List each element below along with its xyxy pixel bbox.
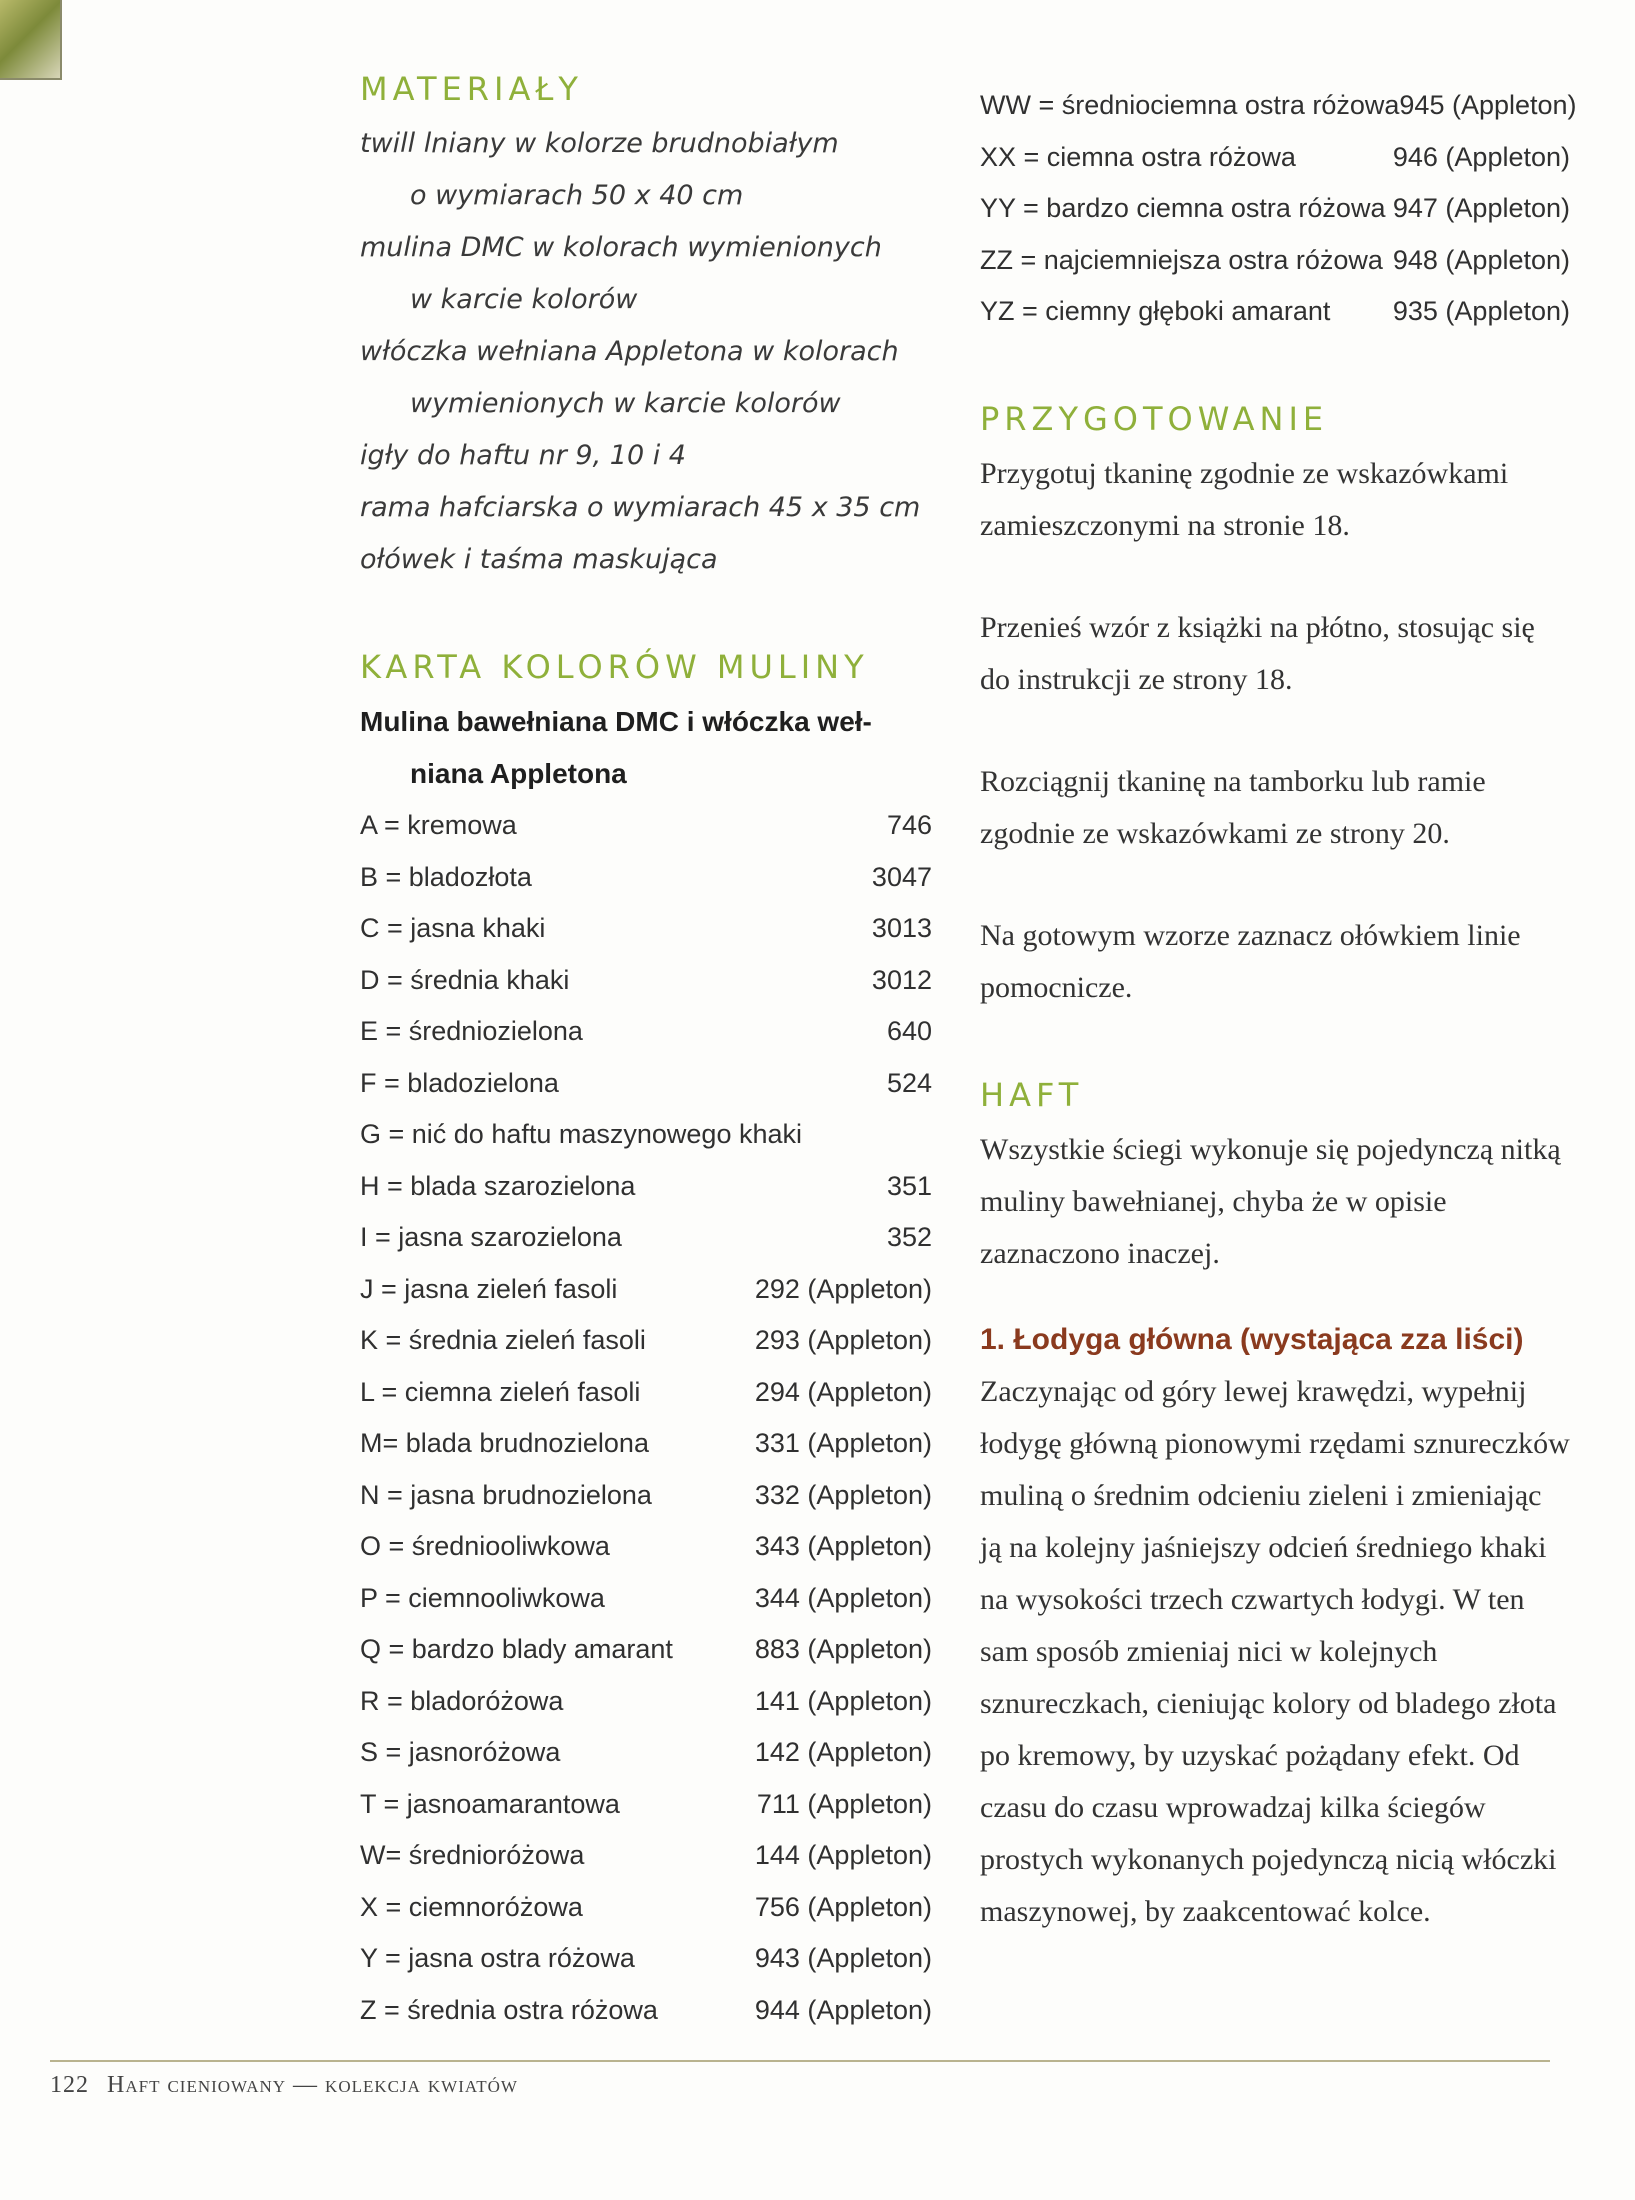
color-label: J = jasna zieleń fasoli	[360, 1273, 618, 1304]
color-card-list	[360, 800, 932, 2036]
color-code: 947 (Appleton)	[1392, 193, 1570, 223]
color-label: Y = jasna ostra różowa	[360, 1943, 635, 1973]
color-label: Q = bardzo blady amarant	[360, 1634, 673, 1664]
color-label: K = średnia zieleń fasoli	[360, 1325, 646, 1355]
color-row	[360, 800, 932, 852]
color-label: F = bladozielona	[360, 1067, 559, 1098]
materials-line: wymienionych w karcie kolorów	[410, 388, 841, 419]
color-code: 711 (Appleton)	[756, 1788, 932, 1819]
color-code: 141 (Appleton)	[754, 1685, 932, 1716]
color-label: R = bladoróżowa	[360, 1685, 564, 1716]
color-label: YZ = ciemny głęboki amarant	[980, 296, 1331, 326]
color-code: 524	[886, 1067, 932, 1098]
color-label: N = jasna brudnozielona	[360, 1479, 652, 1510]
running-title: Haft cieniowany — kolekcja kwiatów	[107, 2072, 518, 2098]
color-code: 344 (Appleton)	[754, 1582, 932, 1613]
color-label: T = jasnoamarantowa	[360, 1788, 620, 1819]
footer-divider	[50, 2060, 1550, 2062]
color-label: XX = ciemna ostra różowa	[980, 141, 1296, 172]
color-card-list-continued	[980, 80, 1577, 338]
color-code: 351	[886, 1170, 932, 1201]
color-code: 3013	[871, 913, 932, 943]
embroidery-title: HAFT	[980, 1075, 1084, 1114]
color-row	[980, 132, 1570, 184]
color-code: 332 (Appleton)	[754, 1479, 932, 1510]
color-row	[360, 1676, 932, 1728]
color-row	[360, 1830, 932, 1882]
materials-title: MATERIAŁY	[360, 70, 583, 108]
color-row	[980, 183, 1570, 235]
color-row	[980, 235, 1570, 287]
color-row	[360, 1264, 932, 1316]
color-label: C = jasna khaki	[360, 913, 546, 943]
embroidery-step-1	[980, 1314, 1570, 1938]
color-row	[360, 1573, 932, 1625]
color-row	[360, 1624, 932, 1676]
right-column	[980, 80, 1577, 1938]
color-code: 343 (Appleton)	[754, 1531, 932, 1561]
materials-line: igły do haftu nr 9, 10 i 4	[360, 440, 686, 471]
step-1-text: Zaczynając od góry lewej krawędzi, wypełnij łodygę główną pionowymi rzędami sznureczków muliną o średnim odcieniu zieleni i zmieniając ją na kolejny jaśniejszy odcień średniego khaki na wysokości trzech czwartych łodygi. W ten sam sposób zmieniaj nici w kolejnych sznureczkach, cieniując kolory od bladego złota po kremowy, by uzyskać pożądany efekt. Od czasu do czasu wprowadzaj kilka ściegów prostych wykonanych pojedynczą nicią włóczki maszynowej, by zaakcentować kolce.	[980, 1374, 1570, 1928]
color-row	[360, 1058, 932, 1110]
color-label: S = jasnoróżowa	[360, 1737, 561, 1767]
color-row	[360, 1727, 932, 1779]
preparation-paragraph: Rozciągnij tkaninę na tamborku lub ramie zgodnie ze wskazówkami ze strony 20.	[980, 764, 1486, 850]
color-row	[360, 1161, 932, 1213]
color-label: E = średniozielona	[360, 1016, 583, 1046]
color-label: I = jasna szarozielona	[360, 1222, 622, 1252]
color-card-title: KARTA KOLORÓW MULINY	[360, 648, 869, 686]
color-label: A = kremowa	[360, 810, 517, 840]
color-row	[980, 80, 1577, 132]
color-row	[360, 1470, 932, 1522]
color-label: O = średniooliwkowa	[360, 1531, 610, 1561]
color-row	[360, 1933, 932, 1985]
page-footer	[50, 2072, 518, 2099]
color-label: P = ciemnooliwkowa	[360, 1582, 605, 1613]
color-label: WW = średniociemna ostra różowa	[980, 90, 1400, 120]
color-label: W= średnioróżowa	[360, 1840, 585, 1870]
color-label: ZZ = najciemniejsza ostra różowa	[980, 244, 1383, 275]
color-row	[360, 1418, 932, 1470]
materials-line: ołówek i taśma maskująca	[360, 544, 718, 575]
color-code: 944 (Appleton)	[754, 1994, 932, 2025]
color-code: 935 (Appleton)	[1392, 296, 1570, 326]
color-code: 756 (Appleton)	[754, 1891, 932, 1922]
color-code: 948 (Appleton)	[1392, 244, 1570, 275]
color-code: 331 (Appleton)	[754, 1428, 932, 1458]
materials-line: o wymiarach 50 x 40 cm	[410, 180, 744, 211]
color-row	[360, 1212, 932, 1264]
preparation-title: PRZYGOTOWANIE	[980, 399, 1329, 438]
color-code: 3047	[871, 861, 932, 892]
color-row	[360, 1882, 932, 1934]
preparation-paragraph: Przygotuj tkaninę zgodnie ze wskazówkami zamieszczonymi na stronie 18.	[980, 456, 1509, 542]
step-1-heading: 1. Łodyga główna (wystająca zza liści)	[980, 1322, 1524, 1356]
materials-line: twill lniany w kolorze brudnobiałym	[360, 128, 839, 159]
color-card-subtitle: niana Appletona	[410, 758, 627, 789]
color-label: X = ciemnoróżowa	[360, 1891, 583, 1922]
materials-line: rama hafciarska o wymiarach 45 x 35 cm	[360, 492, 921, 523]
color-row	[360, 1006, 932, 1058]
materials-list	[360, 118, 932, 586]
page-number: 122	[50, 2072, 89, 2098]
color-code: 640	[886, 1016, 932, 1046]
color-row	[360, 1109, 932, 1161]
color-code: 746	[886, 810, 932, 840]
color-row	[360, 1521, 932, 1573]
color-row	[360, 903, 932, 955]
color-code: 3012	[871, 964, 932, 995]
left-column	[360, 70, 932, 2036]
materials-line: w karcie kolorów	[410, 284, 638, 315]
color-row	[980, 286, 1570, 338]
color-code: 943 (Appleton)	[754, 1943, 932, 1973]
color-label: YY = bardzo ciemna ostra różowa	[980, 193, 1386, 223]
color-label: B = bladozłota	[360, 861, 532, 892]
color-row	[360, 852, 932, 904]
color-code: 144 (Appleton)	[754, 1840, 932, 1870]
embroidery-intro: Wszystkie ściegi wykonuje się pojedynczą nitką muliny bawełnianej, chyba że w opisie zaznaczono inaczej.	[980, 1132, 1561, 1270]
color-code: 293 (Appleton)	[754, 1325, 932, 1355]
color-row	[360, 1367, 932, 1419]
preparation-paragraph: Na gotowym wzorze zaznacz ołówkiem linie pomocnicze.	[980, 918, 1521, 1004]
color-card-subtitle: Mulina bawełniana DMC i włóczka weł-	[360, 706, 872, 737]
color-row	[360, 1985, 932, 2037]
color-label: G = nić do haftu maszynowego khaki	[360, 1119, 802, 1149]
color-code: 292 (Appleton)	[754, 1273, 932, 1304]
corner-photo-thumbnail	[0, 0, 62, 80]
color-row	[360, 1779, 932, 1831]
color-label: M= blada brudnozielona	[360, 1428, 649, 1458]
color-code: 945 (Appleton)	[1399, 90, 1577, 120]
color-row	[360, 1315, 932, 1367]
color-code: 883 (Appleton)	[754, 1634, 932, 1664]
color-row	[360, 955, 932, 1007]
materials-line: mulina DMC w kolorach wymienionych	[360, 232, 882, 263]
color-label: H = blada szarozielona	[360, 1170, 636, 1201]
preparation-paragraph: Przenieś wzór z książki na płótno, stosując się do instrukcji ze strony 18.	[980, 610, 1535, 696]
color-code: 352	[886, 1222, 932, 1252]
materials-line: włóczka wełniana Appletona w kolorach	[360, 336, 899, 367]
color-label: L = ciemna zieleń fasoli	[360, 1376, 641, 1407]
color-code: 946 (Appleton)	[1392, 141, 1570, 172]
color-label: D = średnia khaki	[360, 964, 570, 995]
color-code: 294 (Appleton)	[754, 1376, 932, 1407]
color-label: Z = średnia ostra różowa	[360, 1994, 658, 2025]
color-code: 142 (Appleton)	[754, 1737, 932, 1767]
